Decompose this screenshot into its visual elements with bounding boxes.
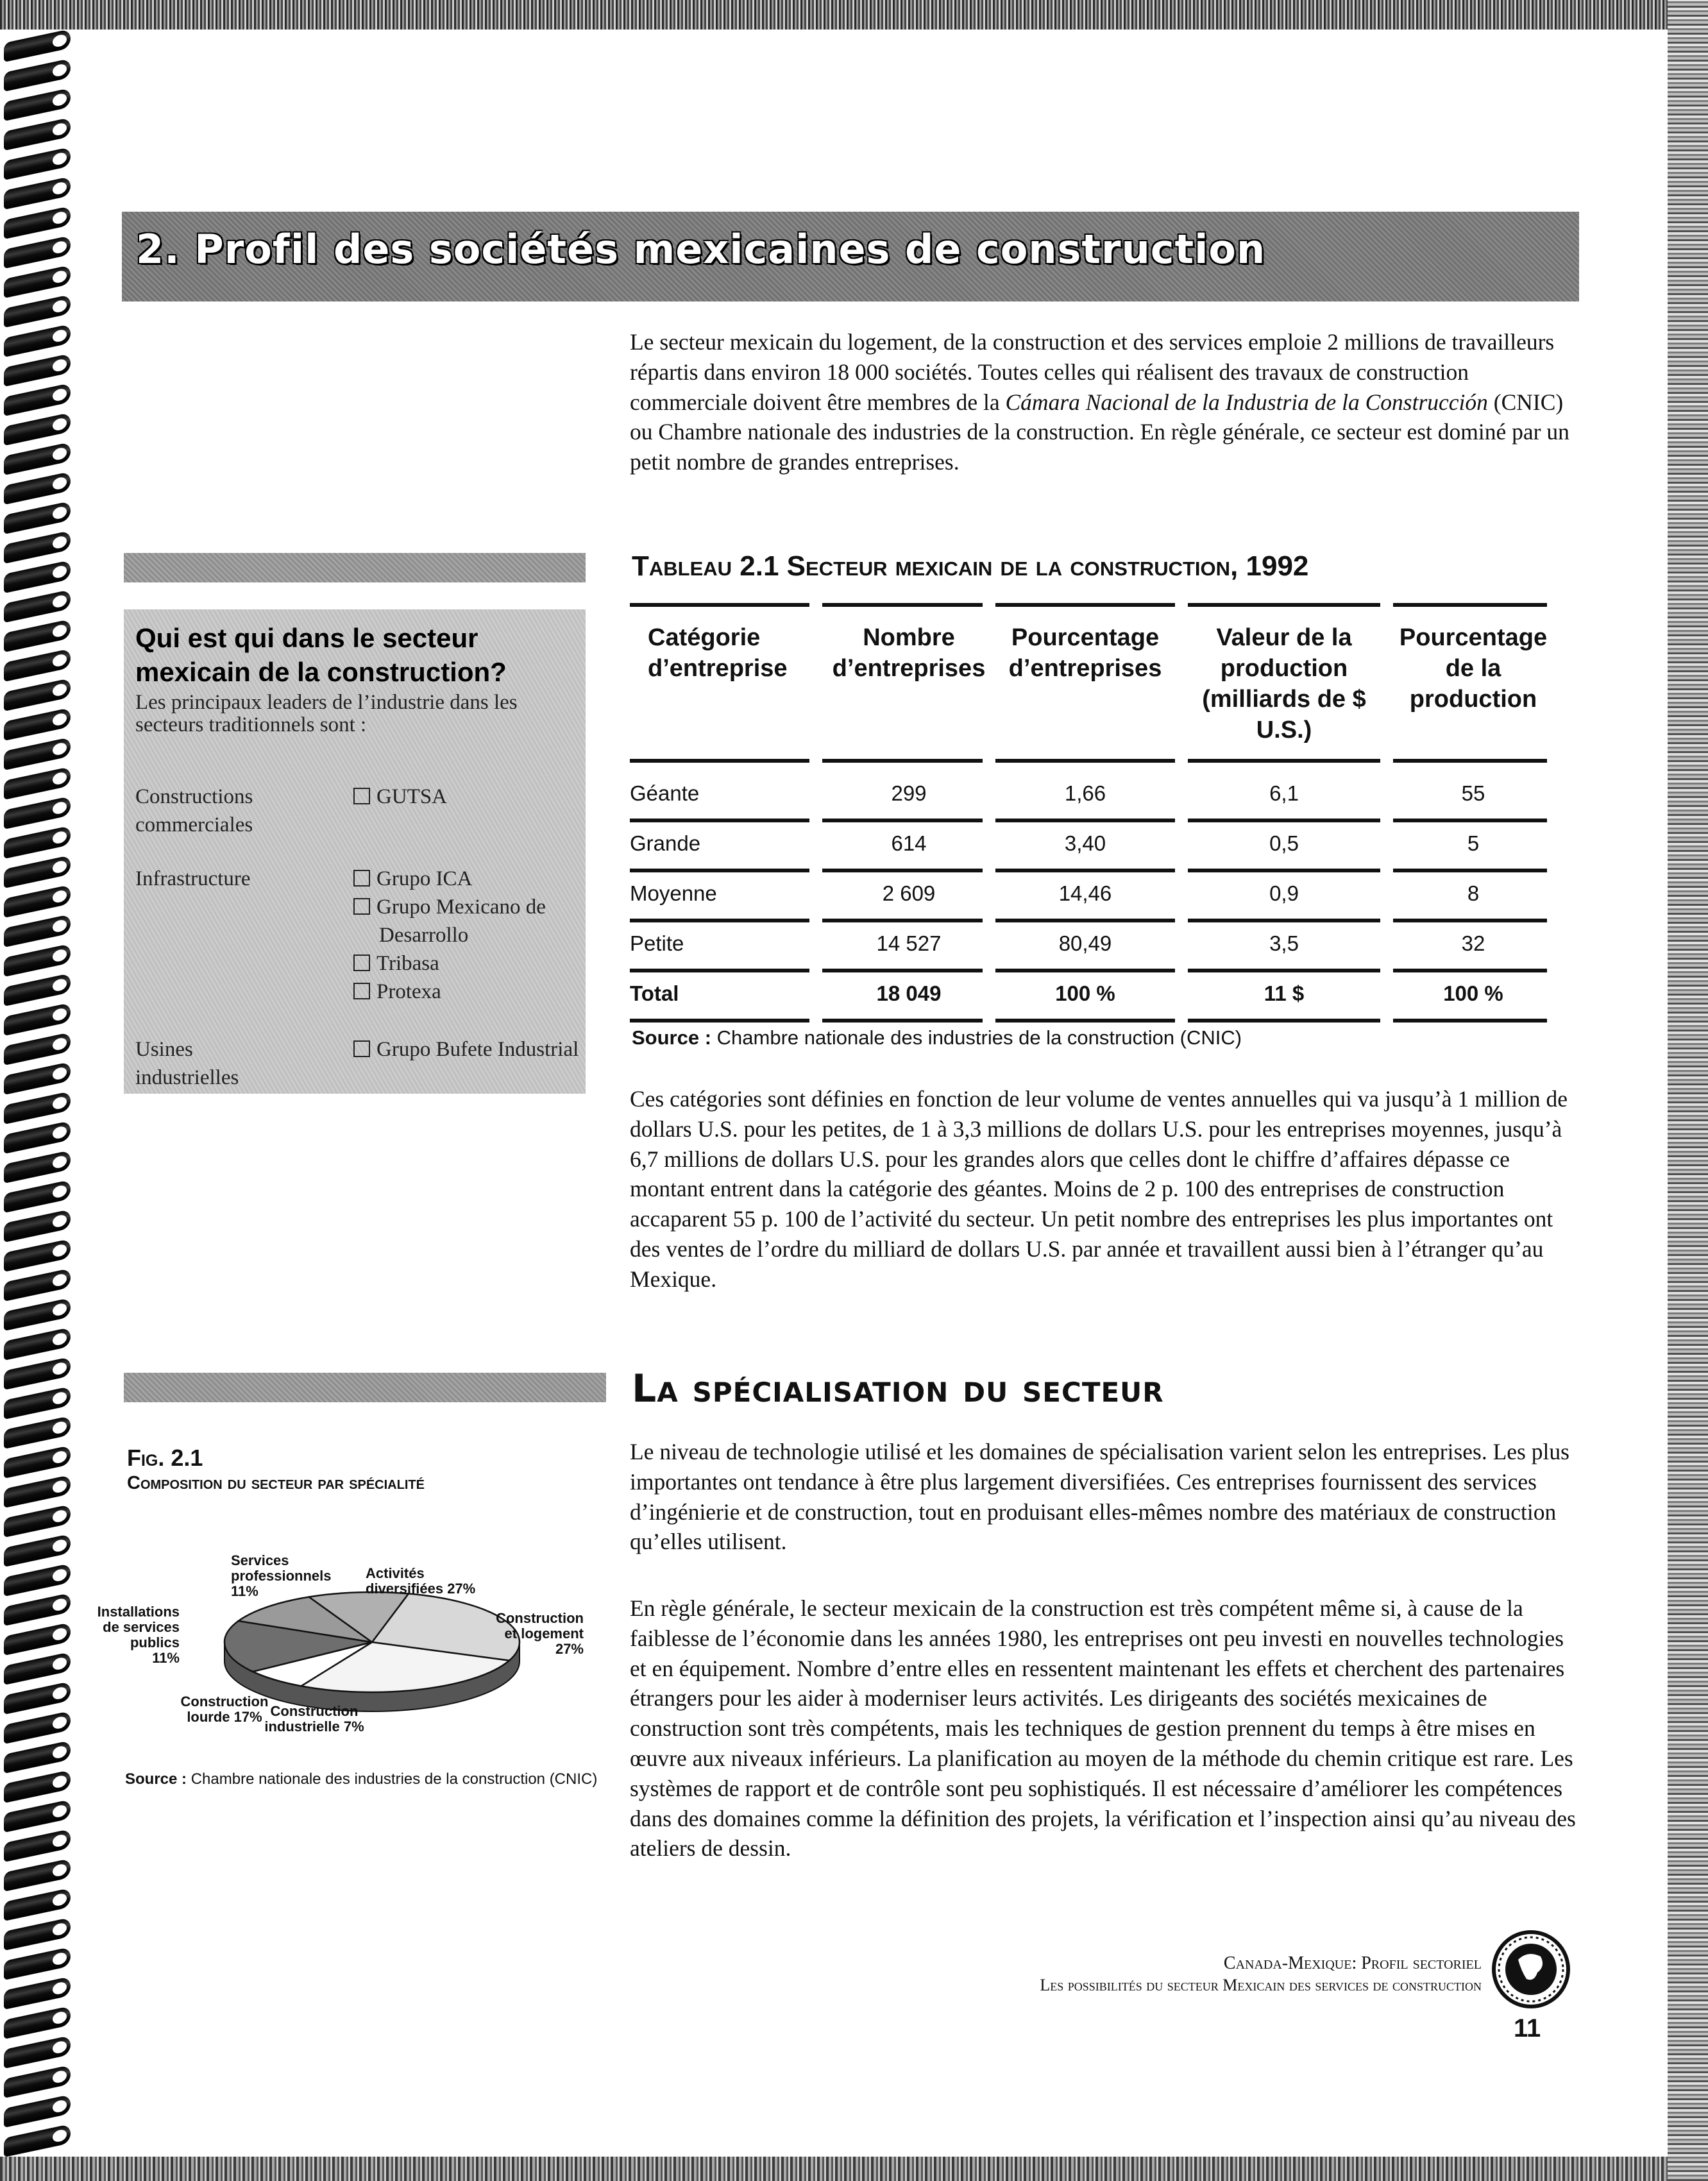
binding-coil	[4, 471, 71, 505]
binding-coil	[4, 1534, 71, 1567]
table-rule	[995, 1019, 1175, 1023]
spiral-binding	[0, 30, 77, 2157]
pie-label: 11%	[152, 1650, 180, 1666]
binding-coil	[4, 1268, 71, 1302]
table-total-cell: 100 %	[1443, 981, 1503, 1005]
figure-source: Source : Chambre nationale des industries de la construction (CNIC)	[125, 1770, 598, 1788]
table-cell: 55	[1461, 781, 1485, 805]
binding-coil	[4, 1563, 71, 1597]
binding-coil	[4, 2006, 71, 2039]
table-total-cell: 18 049	[876, 981, 942, 1005]
binding-coil	[4, 117, 71, 151]
binding-coil	[4, 1622, 71, 1656]
binding-coil	[4, 1327, 71, 1361]
sidebox-firm: GUTSA	[353, 783, 571, 811]
table-rule	[822, 969, 983, 972]
table-rule	[1188, 969, 1380, 972]
table-cell: Moyenne	[630, 881, 717, 905]
binding-coil	[4, 29, 71, 62]
binding-coil	[4, 1357, 71, 1390]
sidebox-category: Usines industrielles	[135, 1038, 239, 1089]
binding-coil	[4, 2035, 71, 2069]
table-total-cell: Total	[630, 981, 679, 1005]
binding-coil	[4, 383, 71, 416]
figure-title: Composition du secteur par spécialité	[127, 1473, 425, 1493]
categories-paragraph: Ces catégories sont définies en fonction de leur volume de ventes annuelles qui va jusqu’à 1 million de dollars U.S. pour les petites, de 1 à 3,3 millions de dollars U.S. pour les entreprises moyennes, jusqu’à 6,7 millions de dollars U.S. pour les grandes alors que celles dont le chiffre d’affaires dépasse ce montant entrent dans la catégorie des géantes. Moins de 2 p. 100 des entreprises de construction accaparent 55 p. 100 de l’activité du secteur. Un petit nombre des entreprises les plus importantes ont des ventes de l’ordre du milliard de dollars U.S. par année et travaillent aussi bien à l’étranger qu’au Mexique.	[630, 1086, 1568, 1292]
sidebox-firm: Grupo Bufete Industrial	[353, 1035, 597, 1064]
pie-label: Installations	[97, 1604, 180, 1620]
table-rule	[1188, 1019, 1380, 1023]
binding-coil	[4, 1032, 71, 1065]
table-cell: Grande	[630, 831, 701, 855]
sidebox-firm: Protexa	[353, 978, 571, 1006]
intro-text-2: (CNIC) ou Chambre nationale des industries de la construction. En règle générale, ce secteur est dominé par un petit nombre de grandes entreprises.	[630, 389, 1569, 475]
binding-coil	[4, 678, 71, 711]
table-cell: 0,5	[1269, 831, 1299, 855]
table-rule	[822, 1019, 983, 1023]
table-total-cell: 11 $	[1264, 981, 1305, 1005]
table-rule	[995, 919, 1175, 922]
table-cell: 14 527	[876, 931, 942, 955]
binding-coil	[4, 1829, 71, 1862]
table-cell: 14,46	[1058, 881, 1112, 905]
binding-coil	[4, 1740, 71, 1774]
table-rule	[1188, 819, 1380, 822]
table-rule	[1393, 919, 1547, 922]
binding-coil	[4, 973, 71, 1006]
scan-edge-bottom	[0, 2157, 1708, 2181]
table-rule	[995, 969, 1175, 972]
specialisation-heading: La spécialisation du secteur	[632, 1366, 1164, 1411]
binding-coil	[4, 1711, 71, 1744]
pie-label: industrielle 7%	[264, 1718, 364, 1735]
pie-label: professionnels	[231, 1568, 332, 1584]
checkbox-icon	[353, 983, 370, 999]
table-cell: 2 609	[882, 881, 936, 905]
binding-coil	[4, 530, 71, 564]
table-cell: Géante	[630, 781, 700, 805]
binding-coil	[4, 58, 71, 92]
binding-coil	[4, 649, 71, 682]
binding-coil	[4, 619, 71, 652]
binding-coil	[4, 1003, 71, 1036]
section-title: 2. Profil des sociétés mexicaines de construction	[136, 226, 1266, 273]
table-rule	[995, 869, 1175, 872]
binding-coil	[4, 914, 71, 947]
binding-coil	[4, 324, 71, 357]
sidebox-firm: Tribasa	[353, 949, 571, 978]
binding-coil	[4, 265, 71, 298]
sidebox-category: Constructions commerciales	[135, 785, 253, 836]
binding-coil	[4, 1180, 71, 1213]
checkbox-icon	[353, 870, 370, 887]
binding-coil	[4, 294, 71, 328]
table-rule	[630, 1019, 809, 1023]
sidebox-firm: Grupo ICA	[353, 865, 571, 893]
binding-coil	[4, 1298, 71, 1331]
binding-coil	[4, 1091, 71, 1124]
binding-coil	[4, 560, 71, 593]
binding-coil	[4, 767, 71, 800]
checkbox-icon	[353, 788, 370, 804]
specialisation-paragraph-2: En règle générale, le secteur mexicain de la construction est très compétent même si, à cause de la faiblesse de l’économie dans les années 1980, les entreprises ont peu investi en nouvelles technologies et en équipement. Nombre d’entre elles en ressentent maintenant les effets et cherchent des partenaires étrangers pour les aider à moderniser leurs activités. Les dirigeants des sociétés mexicaines de construction sont très compétents, mais les techniques de gestion prennent du temps à être mises en œuvre aux niveaux inférieurs. La planification au moyen de la méthode du chemin critique est rare. Les systèmes de rapport et de contrôle sont peu sophistiqués. Il est nécessaire d’améliorer les compétences dans des domaines comme la définition des projets, la vérification et l’inspection ainsi qu’au niveau des ateliers de dessin.	[630, 1595, 1576, 1862]
binding-coil	[4, 1150, 71, 1184]
binding-coil	[4, 1917, 71, 1951]
intro-paragraph	[630, 327, 1573, 477]
table-rule	[1188, 869, 1380, 872]
pie-label: de services	[103, 1619, 180, 1635]
table-rule	[822, 869, 983, 872]
binding-coil	[4, 590, 71, 623]
pie-label: publics	[130, 1634, 180, 1651]
binding-coil	[4, 2065, 71, 2098]
table-rule	[630, 919, 809, 922]
binding-coil	[4, 2124, 71, 2157]
binding-coil	[4, 1888, 71, 1921]
table-source: Source : Chambre nationale des industries de la construction (CNIC)	[632, 1026, 1242, 1049]
intro-text-1: Le secteur mexicain du logement, de la construction et des services emploie 2 millions de travailleurs répartis dans environ 18 000 sociétés. Toutes celles qui réalisent des travaux de construction commerciale doivent être membres de la	[630, 329, 1555, 415]
binding-coil	[4, 176, 71, 210]
scan-edge-top	[0, 0, 1708, 30]
table-cell: 1,66	[1064, 781, 1106, 805]
table-header: Valeur de la production (milliards de $ U.S.)	[1202, 624, 1366, 743]
binding-coil	[4, 1858, 71, 1892]
pie-label: Activités	[366, 1565, 425, 1581]
binding-coil	[4, 501, 71, 534]
intro-italic-name: Cámara Nacional de la Industria de la Construcción	[1005, 389, 1488, 415]
table-cell: 3,40	[1064, 831, 1106, 855]
pie-label: 11%	[231, 1583, 258, 1599]
table-rule	[1393, 1019, 1547, 1023]
who-is-who-box	[124, 609, 586, 1094]
binding-coil	[4, 885, 71, 918]
checkbox-icon	[353, 1040, 370, 1057]
table-cell: 80,49	[1058, 931, 1112, 955]
pie-label: Services	[231, 1552, 289, 1568]
binding-coil	[4, 1652, 71, 1685]
table-rule	[822, 919, 983, 922]
pie-label: diversifiées 27%	[366, 1581, 476, 1597]
binding-coil	[4, 855, 71, 888]
sidebox-title: Qui est qui dans le secteur mexicain de la construction?	[135, 623, 507, 687]
binding-coil	[4, 737, 71, 770]
table-rule	[1393, 819, 1547, 822]
table-rule	[1188, 919, 1380, 922]
binding-coil	[4, 1416, 71, 1449]
binding-coil	[4, 1209, 71, 1243]
binding-coil	[4, 235, 71, 269]
sidebox-subtitle: Les principaux leaders de l’industrie dans les secteurs traditionnels sont :	[135, 691, 518, 736]
table-cell: 5	[1467, 831, 1480, 855]
pie-label: 27%	[555, 1641, 584, 1657]
page-number: 11	[1514, 2014, 1541, 2042]
binding-coil	[4, 353, 71, 387]
table-total-cell: 100 %	[1055, 981, 1115, 1005]
binding-coil	[4, 1121, 71, 1154]
binding-coil	[4, 1239, 71, 1272]
construction-table	[630, 603, 1559, 1014]
table-cell: 32	[1461, 931, 1485, 955]
binding-coil	[4, 1976, 71, 2010]
table-cell: 6,1	[1269, 781, 1299, 805]
binding-coil	[4, 1947, 71, 1980]
sidebox-category: Infrastructure	[135, 867, 251, 890]
table-cell: 3,5	[1269, 931, 1299, 955]
binding-coil	[4, 412, 71, 446]
table-rule	[822, 819, 983, 822]
table-cell: 0,9	[1269, 881, 1299, 905]
binding-coil	[4, 1681, 71, 1715]
table-rule	[630, 969, 809, 972]
pie-label: Construction	[180, 1693, 269, 1710]
binding-coil	[4, 442, 71, 475]
table-rule	[995, 819, 1175, 822]
footer-line-2: Les possibilités du secteur Mexicain des services de construction	[1040, 1976, 1482, 1994]
table-cell: 299	[891, 781, 927, 805]
pie-label: lourde 17%	[187, 1709, 262, 1725]
binding-coil	[4, 708, 71, 741]
binding-coil	[4, 796, 71, 829]
pie-label: et logement	[504, 1625, 584, 1642]
checkbox-icon	[353, 898, 370, 915]
checkbox-icon	[353, 955, 370, 971]
pie-slices	[224, 1592, 520, 1711]
binding-coil	[4, 1475, 71, 1508]
figure-label: Fig. 2.1	[127, 1445, 203, 1471]
table-cell: 8	[1467, 881, 1480, 905]
specialisation-paragraph-1: Le niveau de technologie utilisé et les domaines de spécialisation varient selon les entreprises. Les plus importantes ont tendance à être plus largement diversifiées. Ces entreprises fournissent des services d’ingénierie et de construction, tout en produisant elles-mêmes nombre des matériaux de construction qu’elles utilisent.	[630, 1439, 1569, 1555]
figure-top-bar	[124, 1373, 606, 1402]
binding-coil	[4, 1504, 71, 1538]
footer-line-1: Canada-Mexique: Profil sectoriel	[1223, 1953, 1482, 1973]
binding-coil	[4, 147, 71, 180]
table-cell: 614	[891, 831, 927, 855]
binding-coil	[4, 1799, 71, 1833]
binding-coil	[4, 1386, 71, 1420]
binding-coil	[4, 1593, 71, 1626]
binding-coil	[4, 206, 71, 239]
binding-coil	[4, 2094, 71, 2128]
binding-coil	[4, 944, 71, 977]
scan-edge-right	[1668, 0, 1708, 2181]
pie-label: Construction	[496, 1610, 584, 1626]
table-rule	[1393, 869, 1547, 872]
binding-coil	[4, 88, 71, 121]
table-rule	[630, 819, 809, 822]
pie-label: Construction	[270, 1703, 359, 1719]
binding-coil	[4, 826, 71, 859]
table-cell: Petite	[630, 931, 684, 955]
table-title: Tableau 2.1 Secteur mexicain de la construction, 1992	[632, 550, 1309, 582]
sidebox-firm: Grupo Mexicano de Desarrollo	[353, 893, 597, 949]
table-rule	[630, 869, 809, 872]
table-rule	[1393, 969, 1547, 972]
table-header: Catégorie d’entreprise	[648, 624, 788, 682]
table-header: Pourcentage d’entreprises	[1008, 624, 1162, 682]
table-header: Pourcentage de la production	[1399, 624, 1548, 713]
binding-coil	[4, 1770, 71, 1803]
binding-coil	[4, 1445, 71, 1479]
sidebox-top-bar	[124, 553, 586, 582]
table-header: Nombre d’entreprises	[832, 624, 986, 682]
globe-logo-icon	[1489, 1928, 1573, 2011]
specialty-pie-chart	[97, 1546, 622, 1758]
binding-coil	[4, 1062, 71, 1095]
